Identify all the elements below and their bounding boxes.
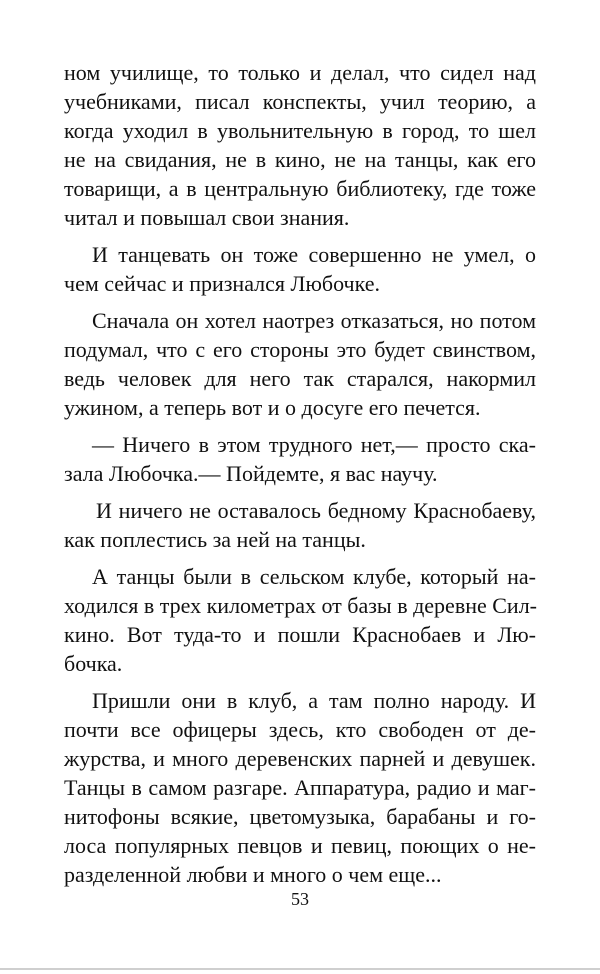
text-line: Сначала он хотел наотрез отказаться, но потом xyxy=(92,308,536,333)
text-line: И танцевать он тоже совершенно не умел, о xyxy=(92,242,536,267)
text-line: чем сейчас и признался Любочке. xyxy=(64,271,380,296)
text-line: лоса популярных певцов и певиц, поющих о не- xyxy=(64,833,536,858)
page-bottom-edge xyxy=(0,968,600,970)
page-number: 53 xyxy=(291,889,309,909)
text-line: когда уходил в увольнительную в город, то шел xyxy=(64,118,536,143)
text-line: Танцы в самом разгаре. Аппаратура, радио и маг- xyxy=(64,775,536,800)
text-line: ужином, а теперь вот и о досуге его печется. xyxy=(64,395,481,420)
text-line: разделенной любви и много о чем еще... xyxy=(64,862,442,887)
page-text xyxy=(64,58,536,889)
text-line: ном училище, то только и делал, что сидел над xyxy=(64,60,536,85)
paragraph-7 xyxy=(64,686,536,889)
text-line: как поплестись за ней на танцы. xyxy=(64,527,366,552)
paragraph-6 xyxy=(64,562,536,678)
paragraph-4 xyxy=(64,430,536,488)
text-line: ведь человек для него так старался, накормил xyxy=(64,366,536,391)
paragraph-1 xyxy=(64,58,536,232)
text-line: подумал, что с его стороны это будет свинством, xyxy=(64,337,536,362)
text-line: бочка. xyxy=(64,651,123,676)
text-line: кино. Вот туда-то и пошли Краснобаев и Лю- xyxy=(64,622,536,647)
text-line: Пришли они в клуб, а там полно народу. И xyxy=(92,688,536,713)
text-line: учебниками, писал конспекты, учил теорию, а xyxy=(64,89,536,114)
text-line: товарищи, а в центральную библиотеку, где тоже xyxy=(64,176,536,201)
text-line: И ничего не оставалось бедному Краснобаеву, xyxy=(96,498,536,523)
text-line: читал и повышал свои знания. xyxy=(64,205,350,230)
paragraph-3 xyxy=(64,306,536,422)
text-line: А танцы были в сельском клубе, который на- xyxy=(92,564,536,589)
text-line: не на свидания, не в кино, не на танцы, как его xyxy=(64,147,536,172)
text-line: ходился в трех километрах от базы в деревне Сил- xyxy=(64,593,537,618)
text-line: — Ничего в этом трудного нет,— просто ска- xyxy=(92,432,536,457)
text-line: журства, и много деревенских парней и девушек. xyxy=(64,746,536,771)
text-line: нитофоны всякие, цветомузыка, барабаны и го- xyxy=(64,804,536,829)
text-line: зала Любочка.— Пойдемте, я вас научу. xyxy=(64,461,438,486)
paragraph-5 xyxy=(64,496,536,554)
paragraph-2 xyxy=(64,240,536,298)
text-line: почти все офицеры здесь, кто свободен от де- xyxy=(64,717,536,742)
